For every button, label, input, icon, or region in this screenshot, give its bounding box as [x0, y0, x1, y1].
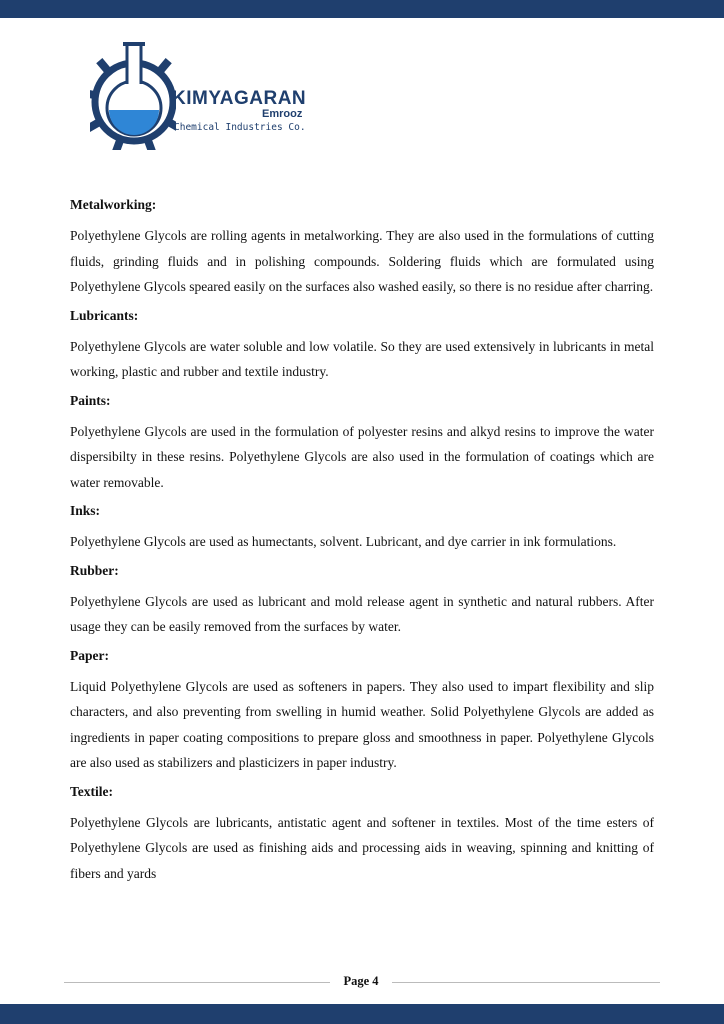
logo-sub: Emrooz [262, 108, 303, 120]
section-paragraph: Polyethylene Glycols are rolling agents in metalworking. They are also used in the formulations of cutting fluids, grinding fluids and in polishing compounds. Soldering fluids which are formulated using Polyethylene Glycols speared easily on the surfaces also washed easily, so there is no residue after charring. [70, 228, 654, 294]
section-heading: Rubber: [70, 562, 119, 578]
company-logo [90, 42, 310, 150]
section-heading: Metalworking: [70, 197, 157, 212]
document-body [70, 196, 654, 893]
section-paragraph: Liquid Polyethylene Glycols are used as softeners in papers. They also used to impart flexibility and slip characters, and also preventing from swelling in humid weather. Solid Polyethylene Glycols are added as ingredients in paper coating compositions to prepare gloss and smoothness in paper. Polyethylene Glycols are also used as stabilizers and plasticizers in paper industry. [70, 678, 654, 770]
section-heading: Paints: [70, 392, 111, 408]
page-number: Page 4 [343, 974, 379, 988]
section-heading: Inks: [70, 503, 101, 518]
section-textile [70, 783, 654, 887]
header-bar [0, 0, 724, 18]
section-paragraph: Polyethylene Glycols are used in the formulation of polyester resins and alkyd resins to improve the water dispersibilty in these resins. Polyethylene Glycols are also used in the formulation of coatings which are water removable. [70, 423, 654, 490]
section-metalworking [70, 196, 654, 300]
section-paragraph: Polyethylene Glycols are water soluble and low volatile. So they are used extensively in lubricants in metal working, plastic and rubber and textile industry. [70, 338, 654, 379]
footer-divider-left [64, 982, 330, 983]
section-rubber [70, 562, 654, 640]
section-paragraph: Polyethylene Glycols are used as humectants, solvent. Lubricant, and dye carrier in ink formulations. [70, 534, 617, 549]
section-heading: Textile: [70, 783, 113, 799]
section-inks [70, 502, 654, 555]
section-lubricants [70, 307, 654, 385]
section-paragraph: Polyethylene Glycols are lubricants, antistatic agent and softener in textiles. Most of the time esters of Polyethylene Glycols are used as finishing aids and processing aids in weaving, spinning and knitting of fibers and yards [70, 814, 654, 881]
section-heading: Lubricants: [70, 307, 139, 323]
logo-tagline: Chemical Industries Co. [174, 122, 306, 133]
footer-bar [0, 1004, 724, 1024]
section-paragraph: Polyethylene Glycols are used as lubricant and mold release agent in synthetic and natural rubbers. After usage they can be easily removed from the surfaces by water. [70, 593, 654, 634]
logo-name: KIMYAGARAN [172, 88, 307, 109]
flask-gear-icon [90, 42, 176, 150]
section-paper [70, 647, 654, 776]
section-paints [70, 392, 654, 496]
footer-divider-right [392, 982, 660, 983]
section-heading: Paper: [70, 647, 109, 663]
